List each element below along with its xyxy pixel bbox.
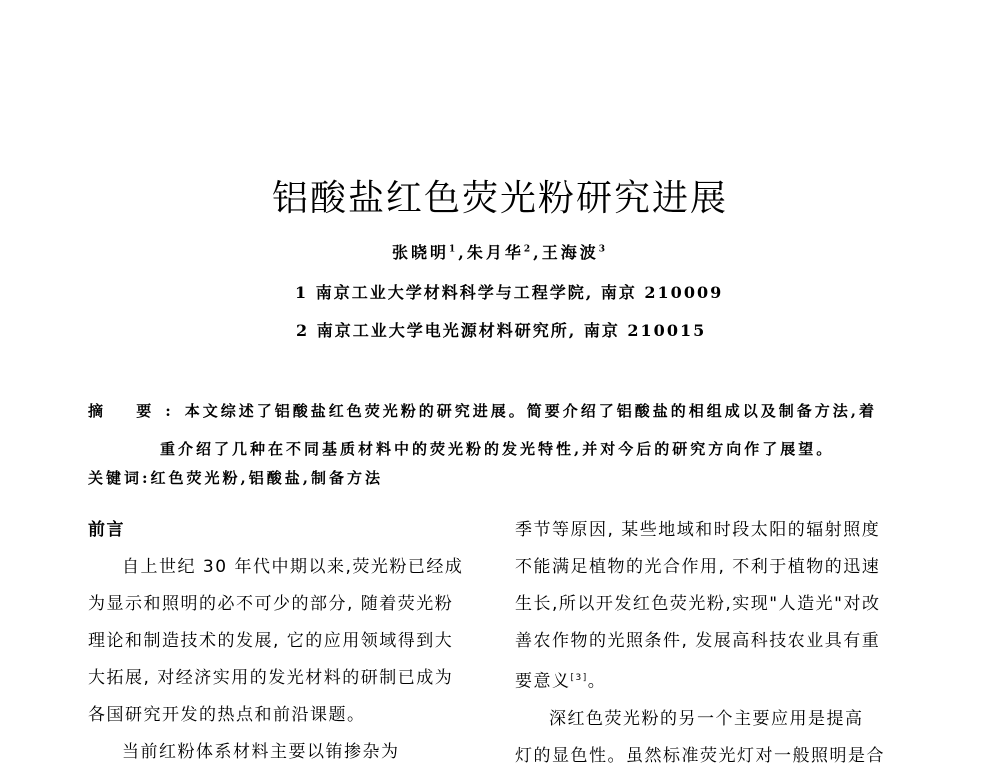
- body-text: 要意义: [515, 671, 571, 692]
- author-name: 朱月华: [466, 243, 524, 262]
- body-line: 理论和制造技术的发展, 它的应用领域得到大: [88, 631, 454, 651]
- author-affiliation-mark: 3: [598, 244, 608, 255]
- affiliation-2: 2 南京工业大学电光源材料研究所, 南京 210015: [296, 321, 707, 340]
- author-affiliation-mark: 1: [449, 244, 459, 255]
- body-line: 灯的显色性。虽然标准荧光灯对一般照明是合: [515, 745, 885, 766]
- keywords-label: 关键词:: [88, 469, 151, 487]
- body-line: 自上世纪 30 年代中期以来,荧光粉已经成: [122, 557, 464, 577]
- abstract-line-2: 重介绍了几种在不同基质材料中的荧光粉的发光特性,并对今后的研究方向作了展望。: [160, 440, 835, 458]
- body-line-with-reference: [515, 660, 915, 701]
- abstract: [88, 392, 918, 468]
- abstract-label: 摘 要:: [88, 402, 185, 420]
- keywords-text: 红色荧光粉,铝酸盐,制备方法: [150, 469, 383, 487]
- body-line: 季节等原因, 某些地域和时段太阳的辐射照度: [515, 520, 881, 540]
- author-name: 王海波: [541, 243, 599, 262]
- body-line: 不能满足植物的光合作用, 不利于植物的迅速: [515, 557, 881, 577]
- affiliation-1: 1 南京工业大学材料科学与工程学院, 南京 210009: [295, 283, 724, 302]
- right-column: [515, 512, 915, 775]
- body-line: 各国研究开发的热点和前沿课题。: [88, 705, 366, 725]
- abstract-line-1: 本文综述了铝酸盐红色荧光粉的研究进展。简要介绍了铝酸盐的相组成以及制备方法,着: [184, 402, 877, 420]
- body-line: 善农作物的光照条件, 发展高科技农业具有重: [515, 631, 881, 651]
- body-text: 。: [587, 671, 607, 692]
- author-affiliation-mark: 2: [523, 244, 534, 255]
- body-line: 当前红粉体系材料主要以铕掺杂为: [122, 742, 400, 762]
- body-line: 大拓展, 对经济实用的发光材料的研制已成为: [88, 668, 454, 688]
- author-name: 张晓明: [392, 243, 450, 262]
- body-line: 生长,所以开发红色荧光粉,实现"人造光"对改: [515, 594, 881, 614]
- body-line: 为显示和照明的必不可少的部分, 随着荧光粉: [88, 594, 454, 614]
- section-heading: 前言: [88, 520, 125, 540]
- reference-mark: [3]: [570, 673, 588, 683]
- body-line: 深红色荧光粉的另一个主要应用是提高: [549, 708, 864, 729]
- keywords: [88, 467, 383, 488]
- author-line: 张晓明$^1$,朱月华$^2$,王海波$^3$: [392, 243, 608, 262]
- paper-title: 铝酸盐红色荧光粉研究进展: [271, 178, 728, 219]
- left-column: [88, 512, 488, 771]
